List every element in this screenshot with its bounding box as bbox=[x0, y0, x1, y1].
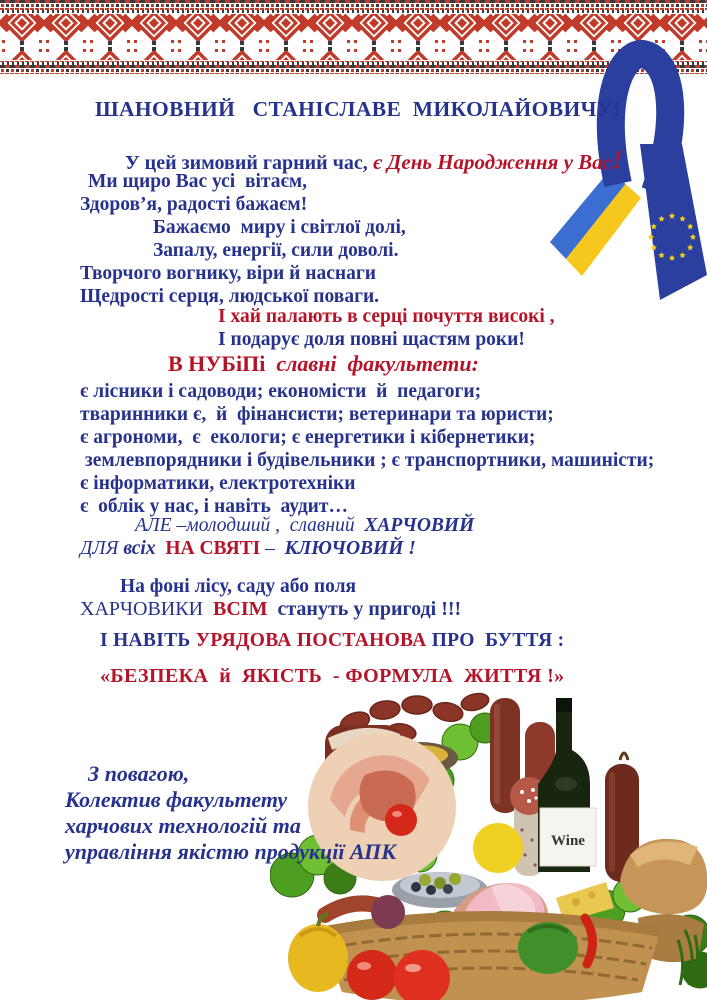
kharchovyky-text: ХАРЧОВИКИ bbox=[80, 598, 209, 620]
ale-regular: АЛЕ –молодший , славний bbox=[135, 515, 365, 536]
prygodi-text: стануть у пригоді !!! bbox=[272, 598, 462, 620]
nature-line-2 bbox=[80, 598, 461, 620]
faculty-line: є лісники і садоводи; економісти й педагоги; bbox=[80, 381, 482, 402]
red-onion bbox=[371, 895, 405, 929]
dlya-klyuchovyi: КЛЮЧОВИЙ ! bbox=[279, 538, 416, 559]
signature-line: харчових технологій та bbox=[65, 813, 301, 838]
ale-line bbox=[135, 515, 474, 536]
ale-kharchovyi: ХАРЧОВИЙ bbox=[364, 515, 475, 536]
faculties-heading bbox=[168, 352, 479, 376]
poem-line: Щедрості серця, людської поваги. bbox=[80, 286, 380, 307]
lemon bbox=[473, 823, 523, 873]
cherry-tomato bbox=[385, 804, 417, 836]
dlya-na-svyati: НА СВЯТІ bbox=[155, 538, 261, 559]
faculty-line: є облік у нас, і навіть аудит… bbox=[80, 496, 349, 517]
green-pepper bbox=[518, 922, 578, 974]
signature-line: З повагою, bbox=[88, 761, 190, 786]
faculty-line: тваринники є, й фінансисти; ветеринари та юристи; bbox=[80, 404, 554, 425]
signature-line: управління якістю продукції АПК bbox=[65, 839, 397, 864]
poem-line: Ми щиро Вас усі вітаєм, bbox=[88, 171, 308, 192]
faculties-heading-italic: славні факультети: bbox=[265, 351, 479, 376]
poem-line: Здоров’я, радості бажаєм! bbox=[80, 194, 308, 215]
decree-red: УРЯДОВА ПОСТАНОВА bbox=[195, 630, 427, 651]
page-title: ШАНОВНИЙ СТАНІСЛАВЕ МИКОЛАЙОВИЧУ! bbox=[95, 97, 621, 121]
intro-exclamation: ! bbox=[612, 145, 623, 175]
ukraine-flag-tail bbox=[550, 170, 641, 276]
university-abbr: В НУБіПі bbox=[168, 351, 266, 376]
faculty-line: є інформатики, електротехніки bbox=[80, 473, 356, 494]
poem-line: Творчого вогнику, віри й наснаги bbox=[80, 263, 376, 284]
decree-blue-1: І НАВІТЬ bbox=[100, 630, 196, 651]
wish-line-red: І хай палають в серці почуття високі , bbox=[218, 306, 555, 327]
wine-label: Wine bbox=[551, 833, 585, 849]
nature-line-1: На фоні лісу, саду або поля bbox=[120, 576, 357, 597]
decree-line bbox=[100, 630, 564, 651]
signature-line: Колектив факультету bbox=[65, 787, 288, 812]
dlya-regular: ДЛЯ bbox=[80, 538, 124, 559]
intro-blue-text: У цей зимовий гарний час, bbox=[125, 152, 368, 174]
poem-line: Запалу, енергії, сили доволі. bbox=[153, 240, 399, 261]
dlya-line bbox=[80, 538, 416, 559]
intro-red-text: є День Народження у Вас bbox=[367, 150, 612, 174]
wish-line-blue: І подарує доля повні щастям роки! bbox=[218, 329, 525, 350]
faculty-line: є агрономи, є екологи; є енергетики і кібернетики; bbox=[80, 427, 536, 448]
faculty-line: землевпорядники і будівельники ; є транспортники, машиністи; bbox=[80, 450, 655, 471]
vsim-text: ВСІМ bbox=[208, 598, 273, 620]
slogan-line: «БЕЗПЕКА й ЯКІСТЬ - ФОРМУЛА ЖИТТЯ !» bbox=[100, 665, 565, 687]
dlya-vsikh: всіх bbox=[123, 538, 156, 559]
dlya-dash: – bbox=[260, 538, 280, 559]
decree-blue-2: ПРО БУТТЯ : bbox=[426, 630, 565, 651]
poem-line: Бажаємо миру і світлої долі, bbox=[153, 217, 406, 238]
